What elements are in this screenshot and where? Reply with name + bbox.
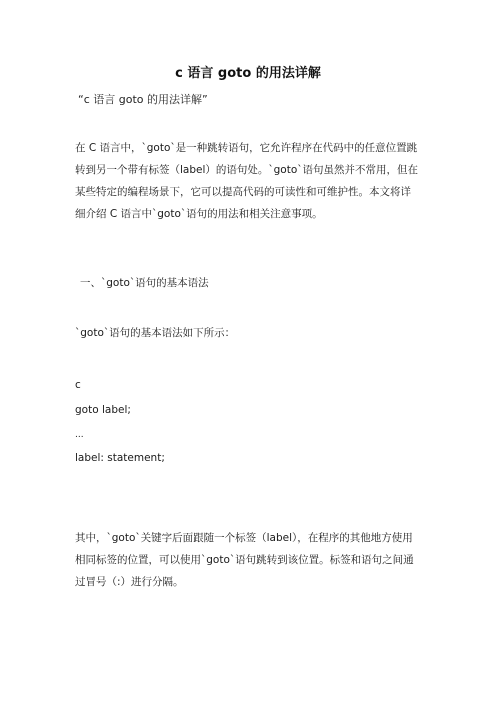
code-language-label: c <box>75 379 81 391</box>
explanation-paragraph: 其中，`goto`关键字后面跟随一个标签（label），在程序的其他地方使用 相同标签的位置，可以使用`goto`语句跳转到该位置。标签和语句之间通 过冒号（:）进行分隔。 <box>75 532 414 588</box>
section-heading: 一、`goto`语句的基本语法 <box>80 277 209 289</box>
code-line-label: label: statement; <box>75 452 165 464</box>
code-line-ellipsis: ... <box>75 430 84 440</box>
document-subtitle: “c 语言 goto 的用法详解” <box>78 93 208 106</box>
syntax-intro-paragraph: `goto`语句的基本语法如下所示： <box>75 327 236 339</box>
intro-paragraph: 在 C 语言中，`goto`是一种跳转语句，它允许程序在代码中的任意位置跳 转到另一个带有标签（label）的语句处。`goto`语句虽然并不常用，但在 某些特定的编程场景下，它可以提高代码的可读性和可维护性。本文将详 细介绍 C 语言中`goto`语句的用法和相关注意事项。 <box>75 142 419 220</box>
code-line-goto: goto label; <box>75 404 131 416</box>
document-title: c 语言 goto 的用法详解 <box>175 66 321 81</box>
